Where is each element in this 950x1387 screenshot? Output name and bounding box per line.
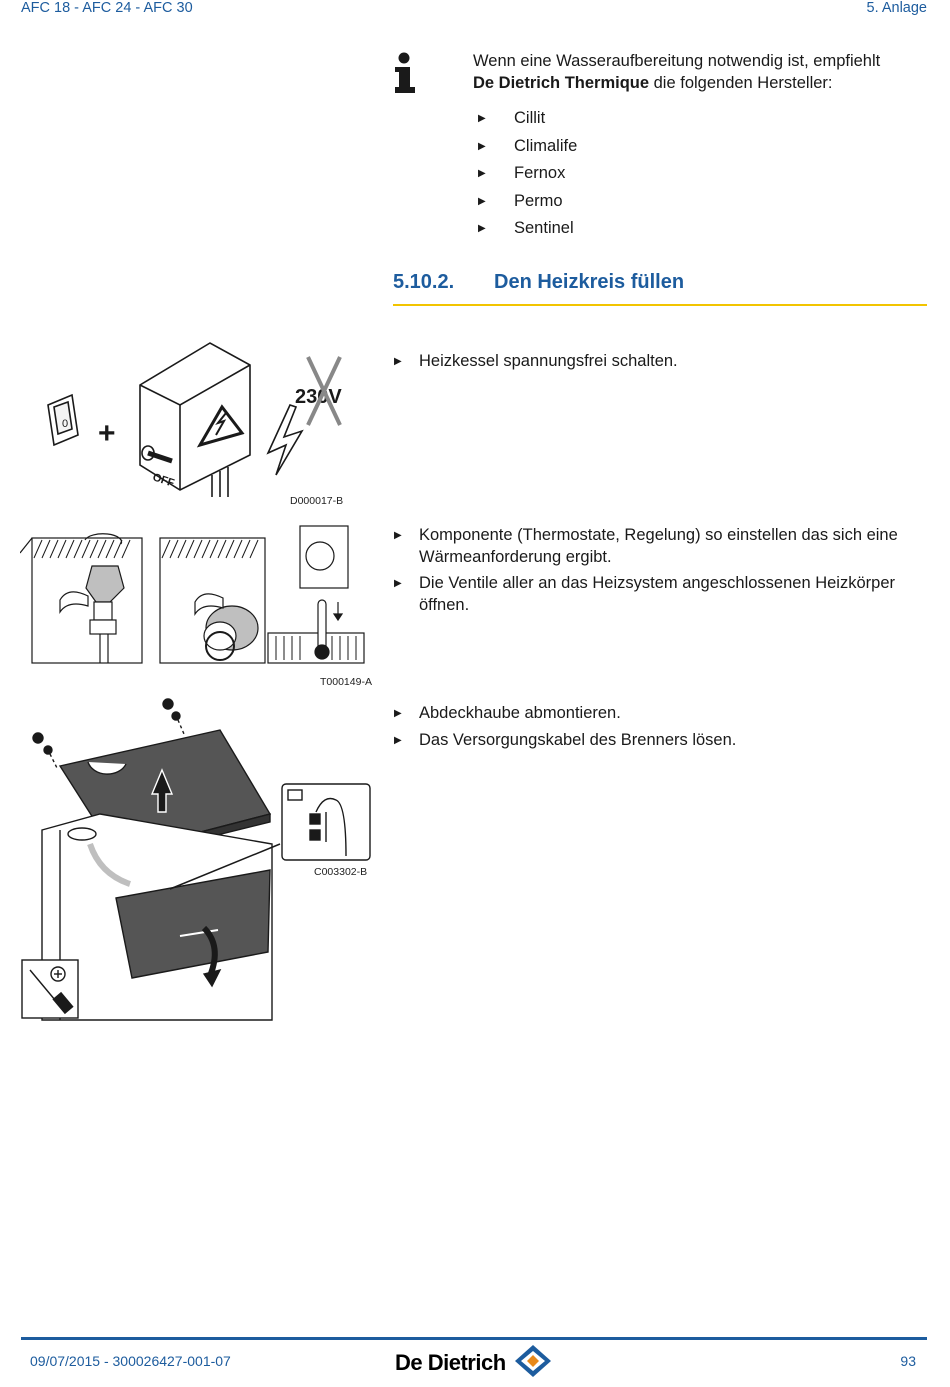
off-label: OFF: [151, 471, 176, 490]
cover-removal-illustration: [20, 694, 372, 1024]
document-reference: 09/07/2015 - 300026427-001-07: [30, 1353, 231, 1369]
step-list: [394, 703, 934, 756]
bullet-arrow-icon: [478, 168, 514, 179]
list-item: ▶ Komponente (Thermostate, Regelung) so einstellen das sich eine Wärmeanforderung ergibt.: [394, 525, 939, 568]
list-item: ▶ Climalife: [478, 133, 577, 161]
svg-text:+: +: [98, 417, 116, 450]
bullet-arrow-icon: [394, 703, 414, 725]
section-title: Den Heizkreis füllen: [494, 271, 685, 293]
list-item: ▶ Cillit: [478, 105, 577, 133]
info-icon: [390, 52, 420, 96]
info-note-line2: die folgenden Hersteller:: [649, 73, 833, 92]
document-header-title: AFC 18 - AFC 24 - AFC 30: [21, 0, 193, 16]
list-item: ▶ Fernox: [478, 160, 577, 188]
figure-code: T000149-A: [320, 676, 372, 688]
info-note-line1: Wenn eine Wasseraufbereitung notwendig ist, empfiehlt: [473, 52, 881, 70]
info-note: [473, 51, 943, 94]
info-note-brand: De Dietrich Thermique: [473, 73, 650, 92]
bullet-arrow-icon: [394, 525, 414, 547]
switch-zero-label: 0: [62, 418, 69, 430]
bullet-arrow-icon: [478, 196, 514, 207]
list-item: ▶ Abdeckhaube abmontieren.: [394, 703, 934, 725]
list-item: ▶ Die Ventile aller an das Heizsystem angeschlossenen Heizkörper öffnen.: [394, 573, 939, 616]
list-item: ▶ Heizkessel spannungsfrei schalten.: [394, 351, 934, 373]
section-number: 5.10.2.: [393, 271, 455, 293]
bullet-arrow-icon: [478, 113, 514, 124]
section-divider: [393, 304, 927, 306]
footer-divider: [21, 1337, 927, 1340]
voltage-label: 230V: [295, 386, 342, 408]
power-off-illustration: [40, 335, 360, 515]
bullet-arrow-icon: [394, 730, 414, 752]
logo-text: De Dietrich: [395, 1350, 506, 1375]
chapter-label: 5. Anlage: [866, 0, 927, 16]
bullet-arrow-icon: [394, 573, 414, 595]
figure-code: D000017-B: [290, 495, 344, 507]
list-item: ▶ Das Versorgungskabel des Brenners lösen.: [394, 730, 934, 752]
step-list: [394, 351, 934, 378]
manufacturer-list: [478, 105, 577, 243]
list-item: ▶ Permo: [478, 188, 577, 216]
radiator-valve-illustration: [20, 518, 370, 670]
list-item: ▶ Sentinel: [478, 215, 577, 243]
figure-code: C003302-B: [314, 866, 368, 878]
bullet-arrow-icon: [394, 351, 414, 373]
step-list: [394, 525, 939, 621]
bullet-arrow-icon: [478, 141, 514, 152]
brand-logo: [393, 1342, 563, 1385]
page-number: 93: [900, 1353, 916, 1369]
bullet-arrow-icon: [478, 223, 514, 234]
